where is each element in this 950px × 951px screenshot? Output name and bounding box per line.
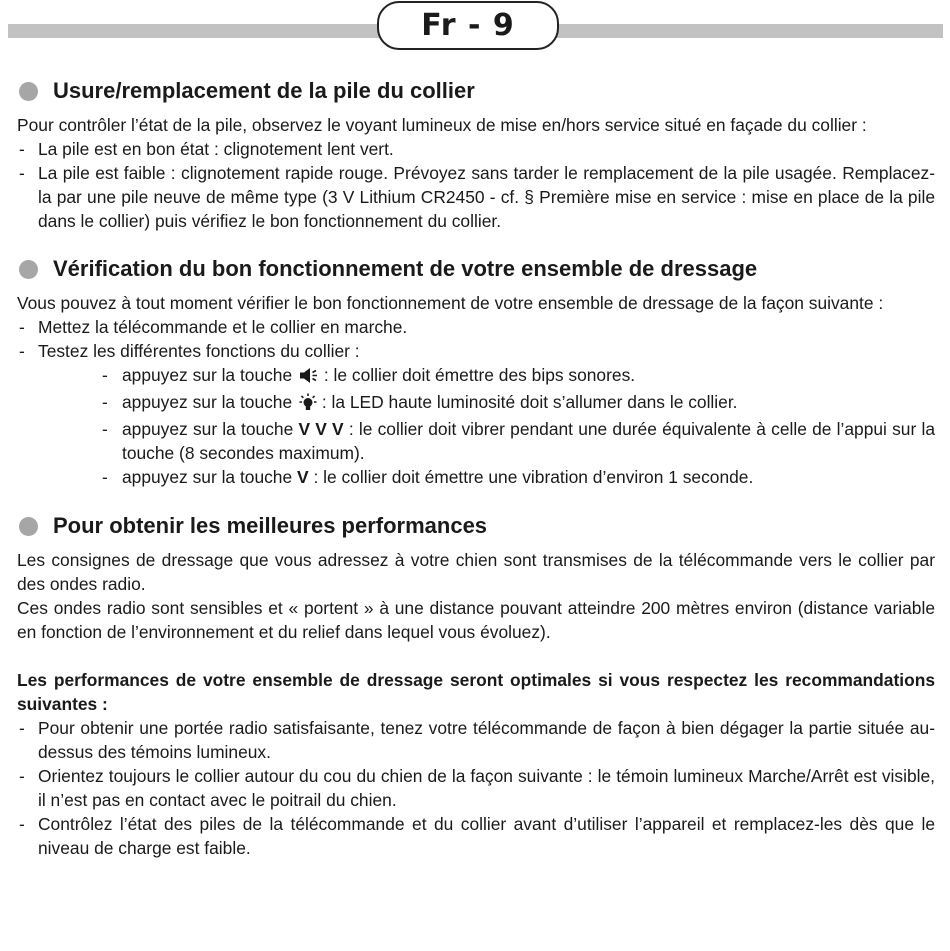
section-title-verification bbox=[17, 256, 935, 282]
paragraph: Les consignes de dressage que vous adressez à votre chien sont transmises de la télécommande vers le collier par des ondes radio. bbox=[17, 550, 935, 594]
sub-list-item: - appuyez sur la touche : la LED haute luminosité doit s’allumer dans le collier. bbox=[17, 390, 935, 417]
page-number: Fr - 9 bbox=[377, 1, 559, 50]
sub-list-item: - appuyez sur la touche : le collier doit émettre des bips sonores. bbox=[17, 363, 935, 390]
bullet-dot-icon bbox=[19, 517, 38, 536]
bullet-dot-icon bbox=[19, 82, 38, 101]
verification-list bbox=[17, 315, 935, 489]
paragraph: Ces ondes radio sont sensibles et « portent » à une distance pouvant atteindre 200 mètres environ (distance variable en fonction de l’environnement et du relief dans lequel vous évoluez). bbox=[17, 598, 935, 642]
list-item: - Orientez toujours le collier autour du cou du chien de la façon suivante : le témoin lumineux Marche/Arrêt est visible, il n’est pas en contact avec le poitrail du chien. bbox=[17, 764, 935, 812]
section-title-battery bbox=[17, 78, 935, 104]
speaker-icon bbox=[299, 366, 319, 390]
sub-list-item: - appuyez sur la touche V : le collier doit émettre une vibration d’environ 1 seconde. bbox=[17, 465, 935, 489]
page-content bbox=[17, 78, 935, 860]
section-title-text: Vérification du bon fonctionnement de votre ensemble de dressage bbox=[53, 256, 758, 281]
section-intro: Vous pouvez à tout moment vérifier le bon fonctionnement de votre ensemble de dressage de la façon suivante : bbox=[17, 293, 884, 313]
list-item: - Mettez la télécommande et le collier en marche. bbox=[17, 315, 935, 339]
list-item: - La pile est en bon état : clignotement lent vert. bbox=[17, 137, 935, 161]
list-item: - Pour obtenir une portée radio satisfaisante, tenez votre télécommande de façon à bien dégager la partie située au-dessus des témoins lumineux. bbox=[17, 716, 935, 764]
bold-paragraph: Les performances de votre ensemble de dressage seront optimales si vous respectez les recommandations suivantes : bbox=[17, 670, 935, 714]
list-item: - Contrôlez l’état des piles de la télécommande et du collier avant d’utiliser l’appareil et remplacez-les dès que le niveau de charge est faible. bbox=[17, 812, 935, 860]
section-title-performance bbox=[17, 513, 935, 539]
sub-list-item: - appuyez sur la touche V V V : le collier doit vibrer pendant une durée équivalente à celle de l’appui sur la touche (8 secondes maximum). bbox=[17, 417, 935, 465]
section-title-text: Usure/remplacement de la pile du collier bbox=[53, 78, 475, 103]
section-intro: Pour contrôler l’état de la pile, observez le voyant lumineux de mise en/hors service situé en façade du collier : bbox=[17, 115, 867, 135]
list-item: - Testez les différentes fonctions du collier : bbox=[17, 339, 935, 363]
performance-list bbox=[17, 716, 935, 860]
light-icon bbox=[299, 393, 317, 417]
section-title-text: Pour obtenir les meilleures performances bbox=[53, 513, 488, 538]
list-item: - La pile est faible : clignotement rapide rouge. Prévoyez sans tarder le remplacement de la pile usagée. Remplacez-la par une pile neuve de même type (3 V Lithium CR2450 - cf. § Première mise en service : mise en place de la pile dans le collier) puis vérifiez le bon fonctionnement du collier. bbox=[17, 161, 935, 233]
bullet-dot-icon bbox=[19, 260, 38, 279]
battery-list bbox=[17, 137, 935, 233]
